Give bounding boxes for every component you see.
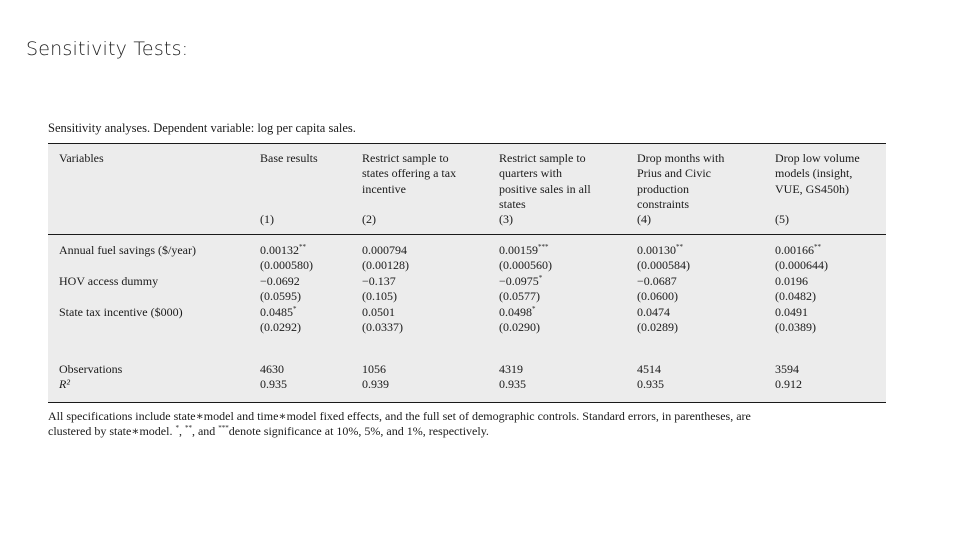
value-cell: 4319	[499, 362, 523, 376]
se-cell: (0.000584)	[637, 258, 690, 272]
slide-title: Sensitivity Tests:	[26, 38, 189, 60]
header-col3: Restrict sample to quarters with positive sales in all states	[499, 151, 591, 212]
coef-cell: 0.000794	[362, 243, 407, 257]
se-cell: (0.0577)	[499, 289, 540, 303]
se-cell: (0.0292)	[260, 320, 301, 334]
se-cell: (0.105)	[362, 289, 397, 303]
coef-cell: −0.0975*	[499, 274, 543, 288]
value-cell: 0.935	[260, 377, 287, 391]
value-cell: 4514	[637, 362, 661, 376]
column-number: (3)	[499, 212, 513, 226]
se-cell: (0.000580)	[260, 258, 313, 272]
coef-cell: 0.0485*	[260, 305, 297, 319]
column-number: (2)	[362, 212, 376, 226]
value-cell: 0.939	[362, 377, 389, 391]
header-col2: Restrict sample to states offering a tax incentive	[362, 151, 457, 196]
coef-cell: 0.00159***	[499, 243, 549, 257]
header-col5: Drop low volume models (insight, VUE, GS450h)	[775, 151, 860, 196]
coef-cell: −0.0692	[260, 274, 300, 288]
header-rule	[48, 234, 886, 235]
se-cell: (0.0289)	[637, 320, 678, 334]
coef-cell: 0.00130**	[637, 243, 683, 257]
coef-cell: 0.00132**	[260, 243, 306, 257]
coef-cell: 0.0501	[362, 305, 395, 319]
se-cell: (0.000644)	[775, 258, 828, 272]
coef-cell: 0.0491	[775, 305, 808, 319]
value-cell: 3594	[775, 362, 799, 376]
column-number: (5)	[775, 212, 789, 226]
results-table	[48, 143, 886, 403]
se-cell: (0.0290)	[499, 320, 540, 334]
row-label: Annual fuel savings ($/year)	[59, 243, 196, 257]
row-label: R²	[59, 377, 70, 391]
header-variables: Variables	[59, 151, 104, 165]
row-label: State tax incentive ($000)	[59, 305, 183, 319]
value-cell: 0.912	[775, 377, 802, 391]
se-cell: (0.0389)	[775, 320, 816, 334]
table-footnote: All specifications include state∗model and time∗model fixed effects, and the full set of demographic controls. Standard errors, in parentheses, are clustered by state∗model. *, **, and ***denote significance at 10%, 5%, and 1%, respectively.	[48, 409, 751, 438]
coef-cell: 0.0474	[637, 305, 670, 319]
coef-cell: −0.0687	[637, 274, 677, 288]
se-cell: (0.00128)	[362, 258, 409, 272]
value-cell: 0.935	[637, 377, 664, 391]
value-cell: 4630	[260, 362, 284, 376]
header-col4: Drop months with Prius and Civic production constraints	[637, 151, 725, 212]
coef-cell: 0.0498*	[499, 305, 536, 319]
coef-cell: 0.00166**	[775, 243, 821, 257]
coef-cell: 0.0196	[775, 274, 808, 288]
se-cell: (0.0337)	[362, 320, 403, 334]
row-label: HOV access dummy	[59, 274, 159, 288]
se-cell: (0.0600)	[637, 289, 678, 303]
row-label: Observations	[59, 362, 123, 376]
value-cell: 0.935	[499, 377, 526, 391]
column-number: (1)	[260, 212, 274, 226]
column-number: (4)	[637, 212, 651, 226]
se-cell: (0.000560)	[499, 258, 552, 272]
se-cell: (0.0595)	[260, 289, 301, 303]
value-cell: 1056	[362, 362, 386, 376]
table-caption: Sensitivity analyses. Dependent variable: log per capita sales.	[48, 121, 356, 135]
header-col1: Base results	[260, 151, 318, 165]
se-cell: (0.0482)	[775, 289, 816, 303]
coef-cell: −0.137	[362, 274, 396, 288]
